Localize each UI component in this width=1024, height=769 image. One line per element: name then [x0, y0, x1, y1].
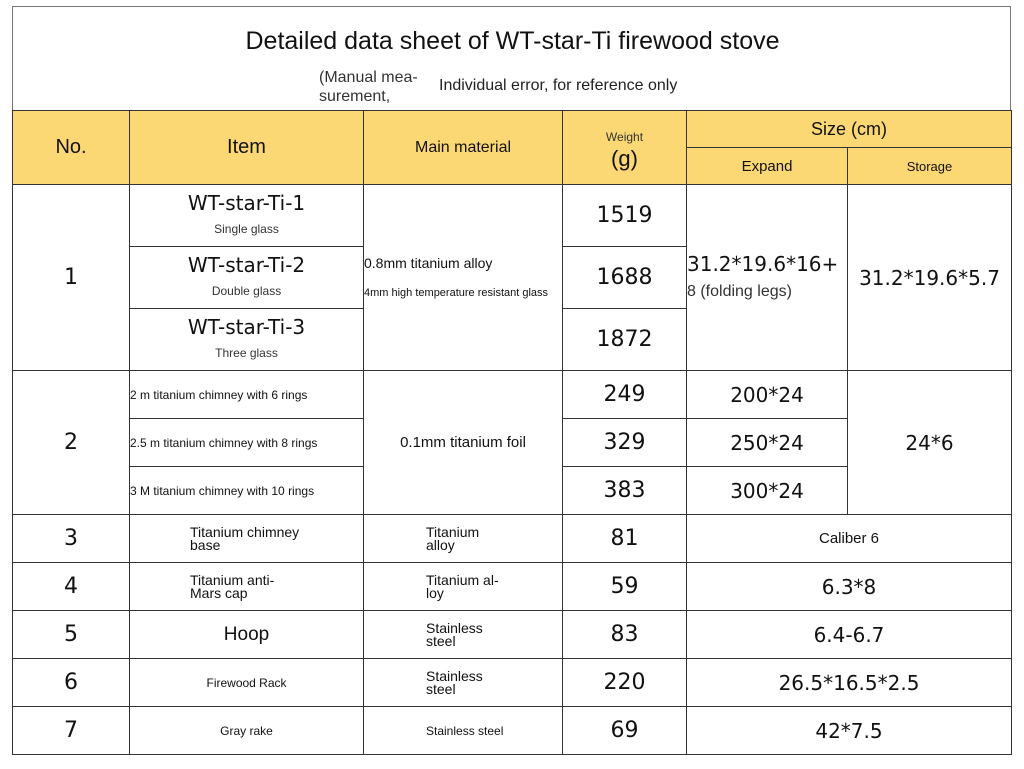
row-number: 4 — [13, 563, 130, 611]
row-number: 5 — [13, 611, 130, 659]
material-cell — [364, 659, 563, 707]
col-header-storage: Storage — [848, 148, 1012, 185]
col-header-weight — [563, 111, 687, 185]
size-cell: Caliber 6 — [687, 515, 1012, 563]
expand-cell: 250*24 — [687, 419, 848, 467]
material-line-1: Titanium — [426, 523, 480, 540]
model-desc: Double glass — [211, 283, 282, 298]
weight-cell: 1688 — [563, 247, 687, 309]
model-name: WT-star-Ti-1 — [187, 190, 306, 215]
item-cell: 2 m titanium chimney with 6 rings — [130, 371, 364, 419]
weight-cell: 249 — [563, 371, 687, 419]
weight-cell: 1519 — [563, 185, 687, 247]
table-row — [13, 563, 1012, 611]
size-cell: 26.5*16.5*2.5 — [687, 659, 1012, 707]
expand-cell: 300*24 — [687, 467, 848, 515]
data-sheet — [12, 6, 1011, 762]
item-cell — [130, 247, 364, 309]
row-number: 7 — [13, 707, 130, 755]
item-cell — [130, 515, 364, 563]
weight-cell: 81 — [563, 515, 687, 563]
item-cell — [130, 309, 364, 371]
model-name: WT-star-Ti-2 — [187, 252, 306, 277]
expand-cell: 200*24 — [687, 371, 848, 419]
measurement-note — [319, 68, 418, 106]
material-line-1: Stainless — [426, 667, 483, 684]
table-row — [13, 371, 1012, 419]
model-desc: Three glass — [215, 345, 278, 360]
spec-table — [12, 110, 1012, 755]
material-cell — [364, 563, 563, 611]
table-row — [13, 515, 1012, 563]
item-line-2: Mars cap — [190, 584, 248, 601]
col-header-item: Item — [130, 111, 364, 185]
size-cell: 6.4-6.7 — [687, 611, 1012, 659]
item-line-1: Titanium chimney — [190, 523, 300, 540]
row-number: 6 — [13, 659, 130, 707]
measurement-note-line-1: (Manual mea- — [319, 69, 418, 86]
reference-note: Individual error, for reference only — [439, 77, 678, 94]
item-cell: Gray rake — [130, 707, 364, 755]
item-line-2: base — [190, 536, 221, 553]
weight-cell: 1872 — [563, 309, 687, 371]
item-cell — [130, 563, 364, 611]
material-line-2: steel — [426, 680, 456, 697]
material-cell — [364, 611, 563, 659]
expand-line-1: 31.2*19.6*16+ — [687, 251, 839, 276]
model-name: WT-star-Ti-3 — [187, 314, 306, 339]
measurement-note-line-2: surement, — [319, 88, 391, 105]
model-desc: Single glass — [214, 221, 279, 236]
size-cell: 42*7.5 — [687, 707, 1012, 755]
material-cell: Stainless steel — [364, 707, 563, 755]
item-cell: 3 M titanium chimney with 10 rings — [130, 467, 364, 515]
weight-cell: 329 — [563, 419, 687, 467]
material-line-2: 4mm high temperature resistant glass — [364, 286, 549, 299]
material-cell: 0.1mm titanium foil — [364, 371, 563, 515]
expand-cell — [687, 185, 848, 371]
material-line-2: steel — [426, 632, 456, 649]
table-row — [13, 707, 1012, 755]
weight-cell: 220 — [563, 659, 687, 707]
storage-cell: 24*6 — [848, 371, 1012, 515]
sheet-title: Detailed data sheet of WT-star-Ti firewood stove — [245, 27, 780, 55]
material-line-1: 0.8mm titanium alloy — [364, 254, 493, 271]
table-row — [13, 185, 1012, 247]
item-cell: Firewood Rack — [130, 659, 364, 707]
weight-unit: (g) — [611, 145, 638, 171]
table-row — [13, 659, 1012, 707]
weight-cell: 69 — [563, 707, 687, 755]
item-cell: Hoop — [130, 611, 364, 659]
material-line-1: Stainless — [426, 619, 483, 636]
row-number: 2 — [13, 371, 130, 515]
item-cell: 2.5 m titanium chimney with 8 rings — [130, 419, 364, 467]
table-row — [13, 611, 1012, 659]
row-number: 1 — [13, 185, 130, 371]
material-line-1: Titanium al- — [426, 571, 499, 588]
material-line-2: loy — [426, 584, 444, 601]
size-cell: 6.3*8 — [687, 563, 1012, 611]
weight-cell: 83 — [563, 611, 687, 659]
col-header-expand: Expand — [687, 148, 848, 185]
sheet-header — [12, 6, 1011, 110]
col-header-no: No. — [13, 111, 130, 185]
item-line-1: Titanium anti- — [190, 571, 275, 588]
weight-label: Weight — [605, 129, 644, 144]
material-line-2: alloy — [426, 536, 455, 553]
material-cell — [364, 515, 563, 563]
weight-cell: 383 — [563, 467, 687, 515]
row-number: 3 — [13, 515, 130, 563]
storage-cell: 31.2*19.6*5.7 — [848, 185, 1012, 371]
expand-line-2: 8 (folding legs) — [687, 282, 792, 300]
item-cell — [130, 185, 364, 247]
col-header-size: Size (cm) — [687, 111, 1012, 148]
col-header-material: Main material — [364, 111, 563, 185]
weight-cell: 59 — [563, 563, 687, 611]
material-cell — [364, 185, 563, 371]
